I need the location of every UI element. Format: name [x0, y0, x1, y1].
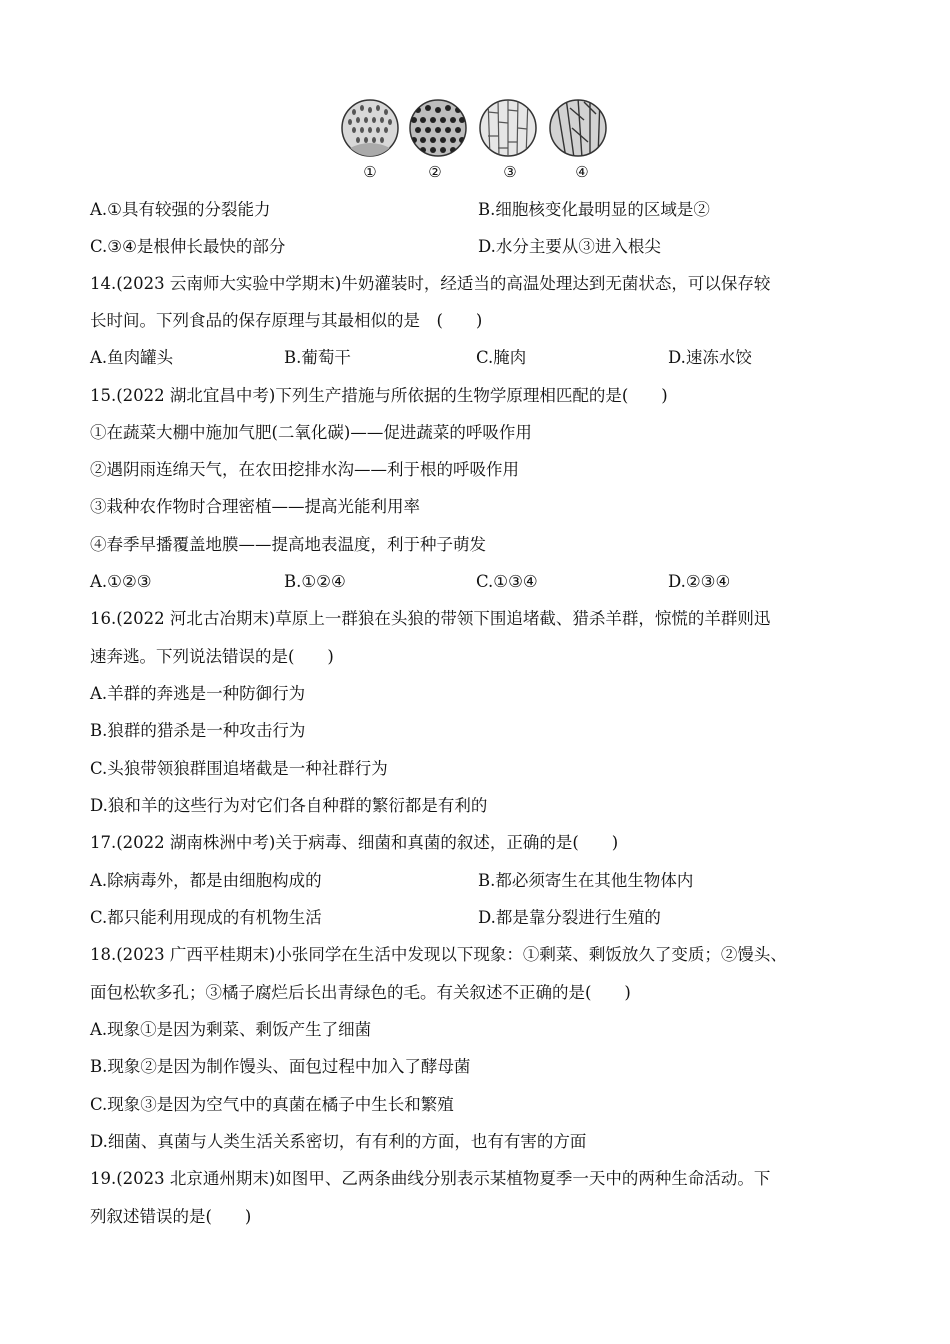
q15-item-1: ①在蔬菜大棚中施加气肥(二氧化碳)——促进蔬菜的呼吸作用: [90, 423, 532, 442]
q18-option-a: A.现象①是因为剩菜、剩饭产生了细菌: [90, 1020, 372, 1039]
q15-option-a: A.①②③: [90, 572, 152, 591]
q13-option-c: C.③④是根伸长最快的部分: [90, 237, 286, 256]
q15-option-d: D.②③④: [668, 572, 731, 591]
micrograph-1: [340, 98, 400, 158]
figure-label-1: ①: [363, 163, 377, 181]
q13-option-b: B.细胞核变化最明显的区域是②: [478, 200, 710, 219]
q16-option-d: D.狼和羊的这些行为对它们各自种群的繁衍都是有利的: [90, 796, 488, 815]
q15-item-2: ②遇阴雨连绵天气，在农田挖排水沟——利于根的呼吸作用: [90, 460, 519, 479]
q15-stem: 15.(2022 湖北宜昌中考)下列生产措施与所依据的生物学原理相匹配的是( ): [90, 386, 668, 405]
q18-option-b: B.现象②是因为制作馒头、面包过程中加入了酵母菌: [90, 1057, 471, 1076]
q19-stem-line2: 列叙述错误的是( ): [90, 1207, 252, 1226]
micrograph-3: [478, 98, 538, 158]
q14-option-c: C.腌肉: [476, 348, 527, 367]
q13-option-a: A.①具有较强的分裂能力: [90, 200, 271, 219]
micrograph-2: [408, 98, 468, 158]
q18-option-c: C.现象③是因为空气中的真菌在橘子中生长和繁殖: [90, 1095, 454, 1114]
q14-option-b: B.葡萄干: [284, 348, 351, 367]
q17-option-c: C.都只能利用现成的有机物生活: [90, 908, 322, 927]
q14-stem-line2: 长时间。下列食品的保存原理与其最相似的是 ( ): [90, 311, 483, 330]
q18-stem-line1: 18.(2023 广西平桂期末)小张同学在生活中发现以下现象：①剩菜、剩饭放久了变质；②馒头、: [90, 945, 787, 964]
q18-stem-line2: 面包松软多孔；③橘子腐烂后长出青绿色的毛。有关叙述不正确的是( ): [90, 983, 631, 1002]
q13-option-d: D.水分主要从③进入根尖: [478, 237, 661, 256]
q16-stem-line1: 16.(2022 河北古冶期末)草原上一群狼在头狼的带领下围追堵截、猎杀羊群，惊慌的羊群则迅: [90, 609, 771, 628]
q15-item-4: ④春季早播覆盖地膜——提高地表温度，利于种子萌发: [90, 535, 486, 554]
q14-stem-line1: 14.(2023 云南师大实验中学期末)牛奶灌装时，经适当的高温处理达到无菌状态，可以保存较: [90, 274, 771, 293]
q14-option-d: D.速冻水饺: [668, 348, 752, 367]
micrograph-4: [548, 98, 608, 158]
q15-item-3: ③栽种农作物时合理密植——提高光能利用率: [90, 497, 420, 516]
q15-option-b: B.①②④: [284, 572, 346, 591]
q19-stem-line1: 19.(2023 北京通州期末)如图甲、乙两条曲线分别表示某植物夏季一天中的两种生命活动。下: [90, 1169, 771, 1188]
q16-option-b: B.狼群的猎杀是一种攻击行为: [90, 721, 306, 740]
q18-option-d: D.细菌、真菌与人类生活关系密切，有有利的方面，也有有害的方面: [90, 1132, 587, 1151]
q15-option-c: C.①③④: [476, 572, 538, 591]
q17-stem: 17.(2022 湖南株洲中考)关于病毒、细菌和真菌的叙述，正确的是( ): [90, 833, 619, 852]
q14-option-a: A.鱼肉罐头: [90, 348, 174, 367]
figure-label-4: ④: [575, 163, 589, 181]
q17-option-a: A.除病毒外，都是由细胞构成的: [90, 871, 322, 890]
q16-stem-line2: 速奔逃。下列说法错误的是( ): [90, 647, 334, 666]
q16-option-c: C.头狼带领狼群围追堵截是一种社群行为: [90, 759, 388, 778]
q17-option-b: B.都必须寄生在其他生物体内: [478, 871, 694, 890]
figure-label-2: ②: [428, 163, 442, 181]
q17-option-d: D.都是靠分裂进行生殖的: [478, 908, 661, 927]
figure-label-3: ③: [503, 163, 517, 181]
q16-option-a: A.羊群的奔逃是一种防御行为: [90, 684, 306, 703]
